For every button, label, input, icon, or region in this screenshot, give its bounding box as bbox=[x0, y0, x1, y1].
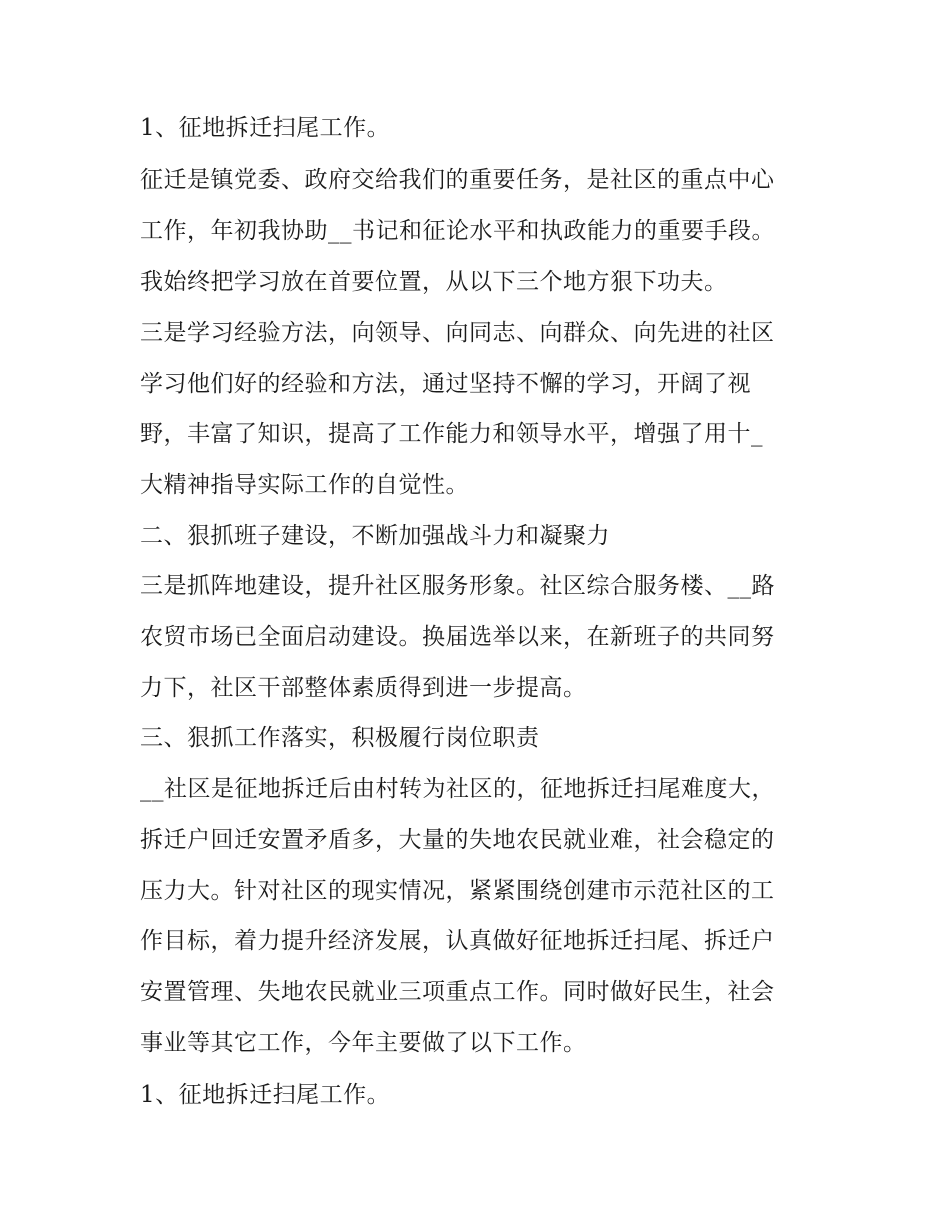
heading-line-20: 1、征地拆迁扫尾工作。 bbox=[140, 1082, 391, 1108]
paragraph-line-8: 大精神指导实际工作的自觉性。 bbox=[140, 472, 469, 498]
paragraph-line-14: __社区是征地拆迁后由村转为社区的，征地拆迁扫尾难度大， bbox=[140, 776, 775, 802]
paragraph-line-2: 征迁是镇党委、政府交给我们的重要任务，是社区的重点中心 bbox=[140, 167, 775, 193]
paragraph-line-6: 学习他们好的经验和方法，通过坚持不懈的学习，开阔了视 bbox=[140, 371, 751, 397]
paragraph-line-11: 农贸市场已全面启动建设。换届选举以来，在新班子的共同努 bbox=[140, 624, 775, 650]
paragraph-line-17: 作目标，着力提升经济发展，认真做好征地拆迁扫尾、拆迁户 bbox=[140, 928, 775, 954]
paragraph-line-18: 安置管理、失地农民就业三项重点工作。同时做好民生，社会 bbox=[140, 979, 775, 1005]
paragraph-line-3: 工作，年初我协助__书记和征论水平和执政能力的重要手段。 bbox=[140, 218, 775, 244]
paragraph-line-16: 压力大。针对社区的现实情况，紧紧围绕创建市示范社区的工 bbox=[140, 878, 775, 904]
paragraph-line-7: 野，丰富了知识，提高了工作能力和领导水平，增强了用十_ bbox=[140, 421, 763, 447]
paragraph-line-10: 三是抓阵地建设，提升社区服务形象。社区综合服务楼、__路 bbox=[140, 573, 775, 599]
section-heading-3: 三、狠抓工作落实，积极履行岗位职责 bbox=[140, 725, 540, 751]
paragraph-line-15: 拆迁户回迁安置矛盾多，大量的失地农民就业难，社会稳定的 bbox=[140, 827, 775, 853]
paragraph-line-12: 力下，社区干部整体素质得到进一步提高。 bbox=[140, 675, 587, 701]
section-heading-2: 二、狠抓班子建设，不断加强战斗力和凝聚力 bbox=[140, 523, 610, 549]
heading-line-1: 1、征地拆迁扫尾工作。 bbox=[140, 115, 391, 141]
paragraph-line-4: 我始终把学习放在首要位置，从以下三个地方狠下功夫。 bbox=[140, 269, 728, 295]
paragraph-line-5: 三是学习经验方法，向领导、向同志、向群众、向先进的社区 bbox=[140, 320, 775, 346]
paragraph-line-19: 事业等其它工作，今年主要做了以下工作。 bbox=[140, 1030, 587, 1056]
